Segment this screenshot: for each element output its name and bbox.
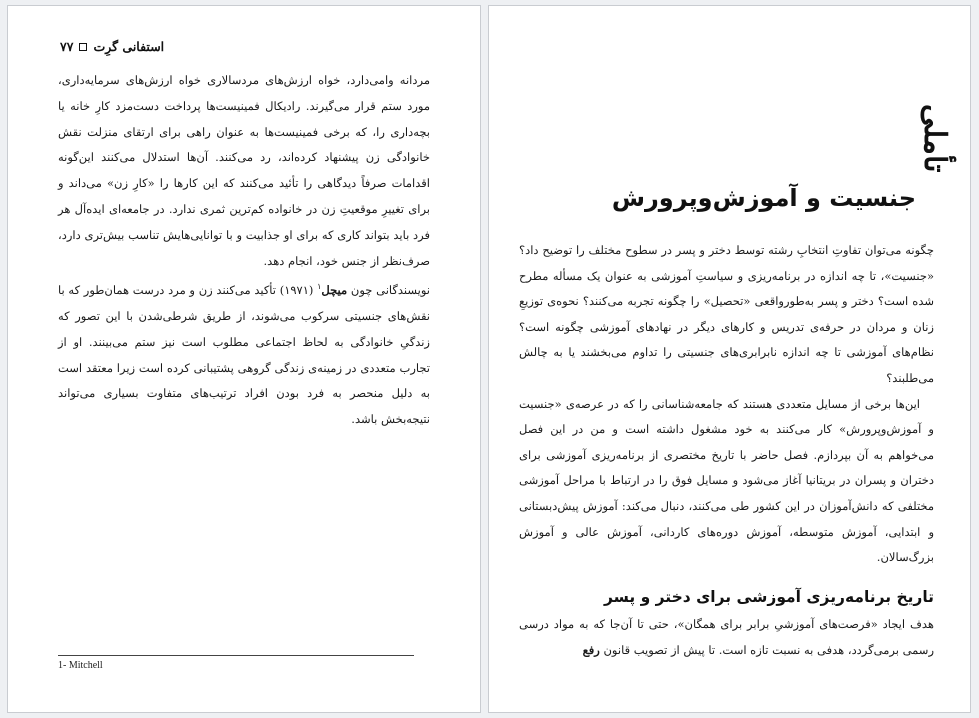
footnote: 1- Mitchell [58,660,103,671]
paragraph: این‌ها برخی از مسایل متعددی هستند که جامعه‌شناسانی را که در عرصه‌ی «جنسیت و آموزش‌وپرورش» کار می‌کنند به خود مشغول داشته است و من در این فصل می‌خواهم به آن بپردازم. فصل حاضر با تاریخ مختصری از برنامه‌ریزی آموزشی برای دختران و پسران در بریتانیا آغاز می‌شود و مسایل فوق را در ارتباط با مراحل آموزشی مختلفی که دانش‌آموزان در این کشور طی می‌کنند، دنبال می‌کند: آموزش پیش‌دبستانی و ابتدایی، آموزش متوسطه، آموزش دوره‌های کاردانی، آموزش عالی و آموزش بزرگ‌سالان. [519,396,934,565]
bold-word: رفع [582,642,600,657]
footnote-divider [58,655,414,656]
paragraph-text: (۱۹۷۱) تأکید می‌کنند زن و مرد درست همان‌طور که با نقش‌های جنسیتی سرکوب می‌شوند، از طریق شرطی‌شدن با این تصور که زندگیِ خانوادگی به لحاظ اجتماعی مطلوب است نیز ستم می‌بینند. او از تجارب متعددی در زمینه‌ی زندگی گروهی پشتیبانی کرده است زیرا معتقد است به دلیل منحصر به فرد بودن افراد ترتیب‌های متفاوت بسیاری می‌تواند نتیجه‌بخش باشد. [58,283,430,427]
left-body-text [58,68,430,433]
section-heading: تاریخ برنامه‌ریزی آموزشی برای دختر و پسر [603,588,934,606]
paragraph [519,612,934,663]
paragraph [58,274,430,433]
paragraph: مردانه وامی‌دارد، خواه ارزش‌های مردسالاری خواه ارزش‌های سرمایه‌داری، مورد ستم قرار می‌گیرند. رادیکال فمینیست‌ها پرداخت دست‌مزد کارِ خانه یا بچه‌داری را، که برخی فمینیست‌ها به عنوان راهی برای ارتقای منزلت نقش خانوادگی زن پیشنهاد کرده‌اند، رد می‌کنند. آن‌ها استدلال می‌کنند این‌گونه اقدامات صرفاً دیدگاهی را تأئید می‌کنند که این کارها را «کارِ زن» می‌داند و برای تغییرِ موقعیتِ زن در خانواده کم‌ترین ثمری ندارد. در جامعه‌ای ایده‌آل هر فرد باید بتواند کاری که برای او جذابیت و با توانایی‌هایش تناسب بیش‌تری دارد، صرف‌نظر از جنس خود، انجام دهد. [58,73,430,268]
paragraph-text: نویسندگانی چون [347,283,430,298]
right-page [489,6,970,712]
left-page [8,6,480,712]
footnote-reference: ۱ [317,282,322,292]
paragraph: چگونه می‌توان تفاوتِ انتخابِ رشته توسط دختر و پسر در سطوح مختلف را توضیح داد؟ «جنسیت»، تا چه اندازه در برنامه‌ریزی و سیاستِ آموزشی به عنوان یک مسأله مطرح شده است؟ دختر و پسر به‌طورواقعی «تحصیل» را چگونه تجربه می‌کنند؟ نحوه‌ی توزیعِ زنان و مردان در حرفه‌ی تدریس و کارهای دیگر در نهادهای آموزشی چگونه است؟ نظام‌های آموزشی تا چه اندازه نابرابری‌های جنسیتی را تداوم می‌بخشند یا به چالش می‌طلبند؟ [519,243,934,385]
running-head-title: استفانی گرِت [93,39,165,54]
author-name: میچل [321,283,348,298]
chapter-title: جنسیت و آموزش‌وپرورش [611,184,916,212]
square-separator-icon [79,43,87,51]
chapter-mark: تأملی [917,104,952,173]
paragraph-text: هدف ایجاد «فرصت‌های آموزشیِ برابر برای همگان»، حتی تا آن‌جا که به مواد درسی رسمی برمی‌گردد، هدفی به نسبت تازه است. تا پیش از تصویب قانون [519,617,934,657]
right-body-text [519,238,934,571]
page-number: ۷۷ [60,39,74,54]
section-body-text [519,612,934,663]
running-head [60,39,428,54]
